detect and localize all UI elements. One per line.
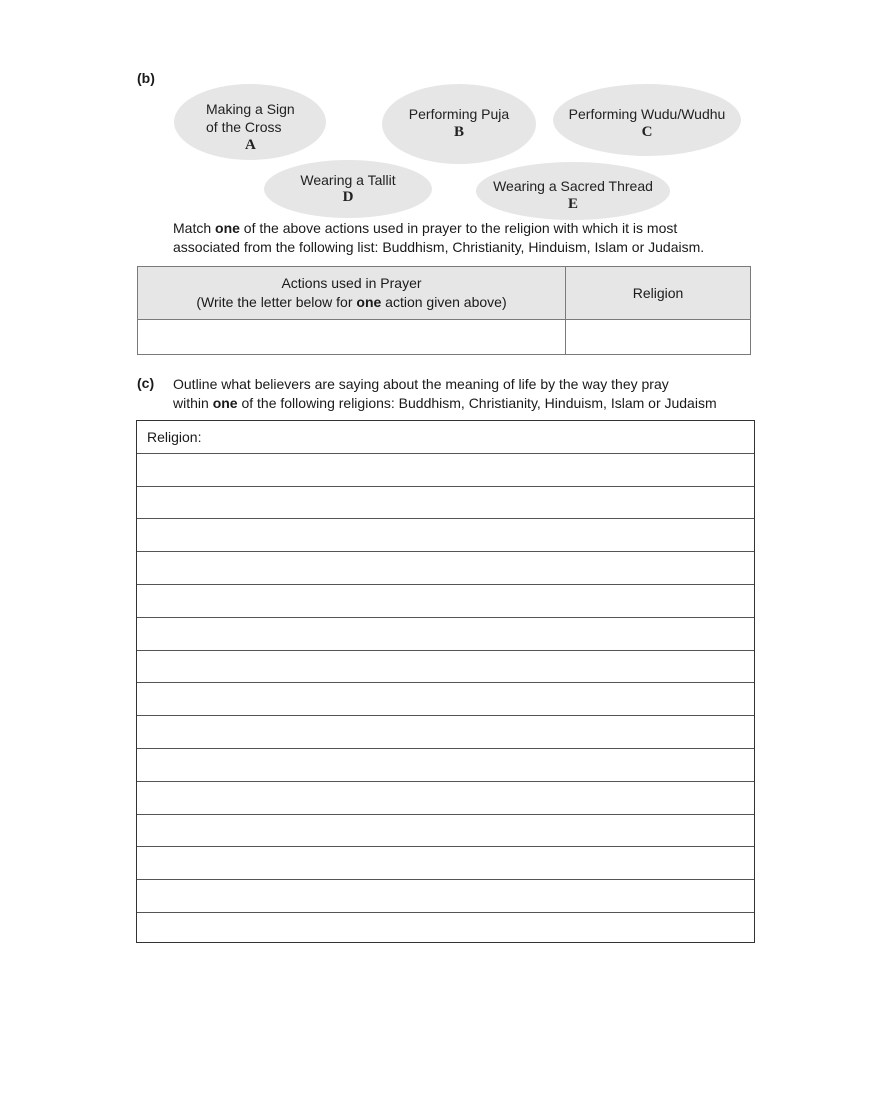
match-instruction — [173, 219, 704, 257]
part-c-label: (c) — [137, 375, 155, 391]
answer-line[interactable] — [137, 486, 754, 487]
action-e-letter: E — [567, 196, 578, 212]
actions-column-header — [138, 267, 566, 320]
answer-box[interactable] — [136, 420, 755, 943]
answer-line[interactable] — [137, 584, 754, 585]
answer-line[interactable] — [137, 781, 754, 782]
action-b-text: Performing Puja — [408, 106, 510, 122]
instruction-text-post: of the above actions used in prayer to the religion with which it is most — [239, 220, 678, 236]
question-line2-post: of the following religions: Buddhism, Christianity, Hinduism, Islam or Judaism — [237, 395, 717, 411]
answer-line[interactable] — [137, 715, 754, 716]
action-d-letter: D — [342, 189, 354, 205]
action-b-letter: B — [453, 124, 464, 140]
answer-line[interactable] — [137, 518, 754, 519]
question-line2-bold: one — [212, 395, 238, 411]
actions-header-line2-bold: one — [356, 294, 382, 310]
answer-line[interactable] — [137, 650, 754, 651]
answer-line[interactable] — [137, 551, 754, 552]
actions-header-line2 — [138, 293, 565, 312]
answer-line[interactable] — [137, 846, 754, 847]
religion-answer-cell[interactable] — [566, 320, 751, 355]
part-b-label: (b) — [137, 70, 155, 86]
matching-table — [137, 266, 751, 355]
answer-line[interactable] — [137, 682, 754, 683]
instruction-text-line2: associated from the following list: Buddhism, Christianity, Hinduism, Islam or Judaism. — [173, 239, 705, 255]
action-oval-d — [264, 160, 432, 218]
answer-line[interactable] — [137, 453, 754, 454]
religion-label: Religion: — [147, 429, 202, 445]
action-e-text: Wearing a Sacred Thread — [493, 178, 653, 194]
question-line2 — [173, 394, 717, 413]
actions-header-line2-post: action given above) — [381, 294, 507, 310]
religion-column-header: Religion — [566, 267, 751, 320]
question-line1: Outline what believers are saying about the meaning of life by the way they pray — [173, 376, 669, 392]
answer-line[interactable] — [137, 912, 754, 913]
action-oval-a — [174, 84, 326, 160]
action-a-text: Making a Sign of the Cross — [206, 101, 295, 135]
actions-header-line2-pre: (Write the letter below for — [196, 294, 357, 310]
answer-line[interactable] — [137, 879, 754, 880]
action-oval-e — [476, 162, 670, 220]
action-oval-b — [382, 84, 536, 164]
action-d-text: Wearing a Tallit — [300, 172, 396, 188]
answer-line[interactable] — [137, 814, 754, 815]
part-c-question — [173, 375, 717, 413]
instruction-text-pre: Match — [173, 220, 216, 236]
action-c-letter: C — [641, 124, 653, 140]
question-line2-pre: within — [173, 395, 213, 411]
instruction-text-bold: one — [215, 220, 240, 236]
actions-header-line1: Actions used in Prayer — [281, 275, 422, 291]
action-answer-cell[interactable] — [138, 320, 566, 355]
action-c-text: Performing Wudu/Wudhu — [568, 106, 726, 122]
answer-line[interactable] — [137, 617, 754, 618]
action-a-letter: A — [245, 137, 256, 153]
answer-line[interactable] — [137, 748, 754, 749]
action-oval-c — [553, 84, 741, 156]
